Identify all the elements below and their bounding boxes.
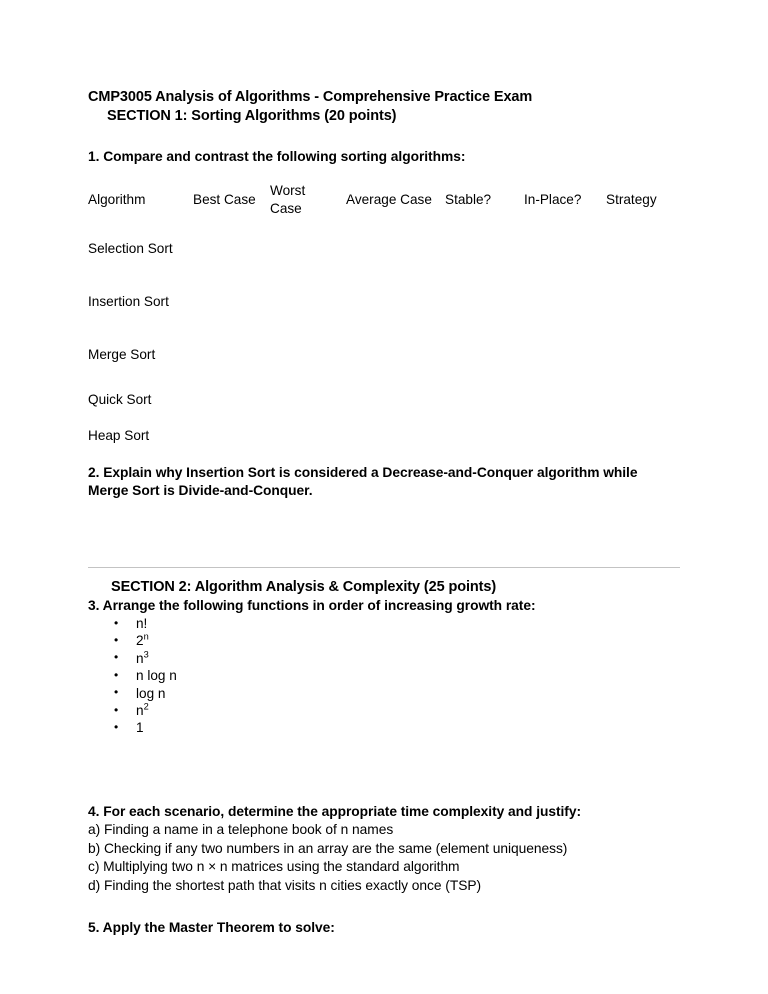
cell-best-case[interactable] bbox=[193, 382, 270, 418]
answer-space-question-4[interactable] bbox=[88, 895, 680, 919]
list-item bbox=[88, 615, 680, 632]
section-1-heading: SECTION 1: Sorting Algorithms (20 points) bbox=[107, 108, 397, 124]
cell-strategy[interactable] bbox=[606, 223, 680, 276]
column-header-average-case-label: Average Case bbox=[346, 191, 432, 207]
list-item bbox=[88, 719, 680, 736]
table-header-row bbox=[88, 177, 680, 223]
cell-average-case[interactable] bbox=[346, 418, 445, 454]
cell-stable[interactable] bbox=[445, 223, 524, 276]
cell-average-case[interactable] bbox=[346, 223, 445, 276]
cell-stable[interactable] bbox=[445, 418, 524, 454]
growth-function-exponent: n bbox=[143, 631, 149, 642]
table-row bbox=[88, 276, 680, 329]
spacer bbox=[88, 126, 680, 148]
growth-function-base: 2 bbox=[136, 633, 144, 649]
growth-function-exponent: 2 bbox=[143, 701, 149, 712]
cell-average-case[interactable] bbox=[346, 382, 445, 418]
column-header-best-case bbox=[193, 177, 270, 223]
column-header-average-case bbox=[346, 177, 445, 223]
cell-best-case[interactable] bbox=[193, 276, 270, 329]
growth-function-base: n! bbox=[136, 616, 148, 631]
cell-in-place[interactable] bbox=[524, 418, 606, 454]
cell-algorithm: Selection Sort bbox=[88, 241, 173, 257]
column-header-algorithm bbox=[88, 177, 193, 223]
column-header-stable bbox=[445, 177, 524, 223]
cell-stable[interactable] bbox=[445, 382, 524, 418]
column-header-worst-case bbox=[270, 177, 346, 223]
list-item bbox=[88, 702, 680, 719]
scenario-item-b: b) Checking if any two numbers in an array are the same (element uniqueness) bbox=[88, 840, 568, 856]
cell-in-place[interactable] bbox=[524, 223, 606, 276]
sorting-comparison-table bbox=[88, 177, 680, 454]
cell-worst-case[interactable] bbox=[270, 276, 346, 329]
cell-strategy[interactable] bbox=[606, 329, 680, 382]
list-item bbox=[88, 667, 680, 684]
answer-space-question-2[interactable] bbox=[88, 501, 680, 567]
answer-space-question-3[interactable] bbox=[88, 737, 680, 803]
spacer bbox=[88, 167, 680, 177]
cell-in-place[interactable] bbox=[524, 276, 606, 329]
question-5: 5. Apply the Master Theorem to solve: bbox=[88, 920, 335, 936]
question-1: 1. Compare and contrast the following sorting algorithms: bbox=[88, 149, 466, 164]
table-row bbox=[88, 418, 680, 454]
question-3: 3. Arrange the following functions in order of increasing growth rate: bbox=[88, 597, 536, 613]
column-header-in-place-label: In-Place? bbox=[524, 191, 582, 207]
list-item bbox=[88, 632, 680, 649]
cell-strategy[interactable] bbox=[606, 382, 680, 418]
column-header-in-place bbox=[524, 177, 606, 223]
growth-function-base: 1 bbox=[136, 720, 144, 736]
cell-algorithm: Heap Sort bbox=[88, 427, 150, 443]
growth-function-base: n bbox=[136, 703, 144, 719]
column-header-best-case-label: Best Case bbox=[193, 191, 256, 207]
section-2-heading: SECTION 2: Algorithm Analysis & Complexity (25 points) bbox=[111, 578, 497, 595]
growth-function-base: n log n bbox=[136, 668, 177, 684]
scenario-item-c: c) Multiplying two n × n matrices using the standard algorithm bbox=[88, 859, 460, 875]
cell-average-case[interactable] bbox=[346, 276, 445, 329]
cell-in-place[interactable] bbox=[524, 382, 606, 418]
column-header-algorithm-label: Algorithm bbox=[88, 191, 146, 207]
cell-best-case[interactable] bbox=[193, 329, 270, 382]
table-header bbox=[88, 177, 680, 223]
spacer bbox=[88, 454, 680, 464]
question-2: 2. Explain why Insertion Sort is considered a Decrease-and-Conquer algorithm while Merge Sort is Divide-and-Conquer. bbox=[88, 464, 638, 498]
growth-functions-list bbox=[88, 615, 680, 737]
table-row bbox=[88, 329, 680, 382]
cell-stable[interactable] bbox=[445, 329, 524, 382]
cell-best-case[interactable] bbox=[193, 223, 270, 276]
cell-in-place[interactable] bbox=[524, 329, 606, 382]
scenario-list bbox=[88, 821, 680, 895]
cell-worst-case[interactable] bbox=[270, 418, 346, 454]
table-row bbox=[88, 223, 680, 276]
document-title: CMP3005 Analysis of Algorithms - Comprehensive Practice Exam bbox=[88, 89, 533, 105]
table-body bbox=[88, 223, 680, 454]
cell-worst-case[interactable] bbox=[270, 329, 346, 382]
growth-function-base: log n bbox=[136, 685, 166, 701]
column-header-strategy bbox=[606, 177, 680, 223]
list-item bbox=[88, 650, 680, 667]
cell-algorithm: Insertion Sort bbox=[88, 294, 169, 310]
scenario-item-d: d) Finding the shortest path that visits n cities exactly once (TSP) bbox=[88, 877, 482, 893]
scenario-item-a: a) Finding a name in a telephone book of n names bbox=[88, 822, 394, 838]
cell-best-case[interactable] bbox=[193, 418, 270, 454]
table-row bbox=[88, 382, 680, 418]
cell-strategy[interactable] bbox=[606, 418, 680, 454]
cell-strategy[interactable] bbox=[606, 276, 680, 329]
cell-algorithm: Merge Sort bbox=[88, 347, 156, 363]
column-header-worst-case-label: Worst Case bbox=[270, 183, 306, 216]
question-4: 4. For each scenario, determine the appropriate time complexity and justify: bbox=[88, 803, 582, 819]
spacer bbox=[88, 568, 680, 578]
column-header-stable-label: Stable? bbox=[445, 191, 492, 207]
growth-function-base: n bbox=[136, 650, 144, 666]
cell-average-case[interactable] bbox=[346, 329, 445, 382]
column-header-strategy-label: Strategy bbox=[606, 191, 657, 207]
growth-function-exponent: 3 bbox=[143, 649, 149, 660]
list-item bbox=[88, 685, 680, 702]
cell-worst-case[interactable] bbox=[270, 382, 346, 418]
cell-algorithm: Quick Sort bbox=[88, 391, 152, 407]
cell-worst-case[interactable] bbox=[270, 223, 346, 276]
cell-stable[interactable] bbox=[445, 276, 524, 329]
